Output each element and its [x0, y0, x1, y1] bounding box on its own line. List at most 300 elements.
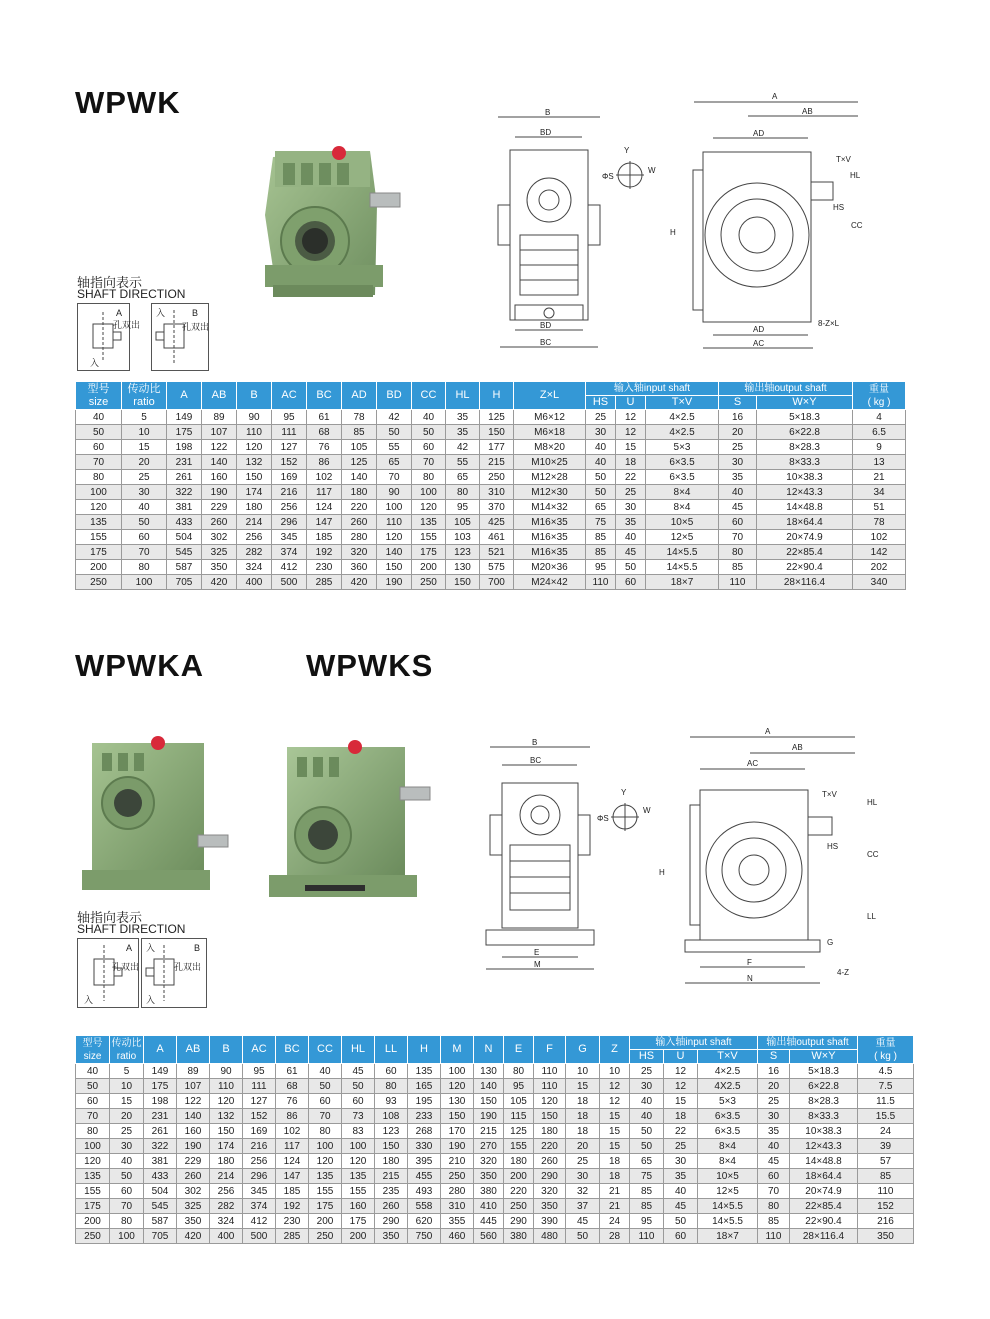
table-header-cell: HS — [630, 1050, 664, 1064]
table-cell: 50 — [586, 470, 616, 485]
table-cell: 268 — [408, 1124, 441, 1139]
table-cell: 705 — [167, 575, 202, 590]
th-output-shaft-2: 输出轴output shaft — [758, 1036, 858, 1050]
svg-text:BC: BC — [540, 338, 552, 347]
table-cell: 325 — [202, 545, 237, 560]
shaft-key-drawing-1 — [600, 145, 660, 195]
table-cell: 90 — [377, 485, 412, 500]
shaft-direction-en-2: SHAFT DIRECTION — [77, 922, 186, 936]
table-cell: 296 — [272, 515, 307, 530]
table-cell: 110 — [210, 1079, 243, 1094]
table-cell: 169 — [243, 1124, 276, 1139]
table-cell: 174 — [210, 1139, 243, 1154]
svg-text:入: 入 — [146, 995, 156, 1005]
table-cell: 65 — [377, 455, 412, 470]
table-cell: 10×38.3 — [790, 1124, 858, 1139]
table-cell: 150 — [237, 470, 272, 485]
table-cell: 11.5 — [858, 1094, 914, 1109]
table-cell: 230 — [276, 1214, 309, 1229]
table-cell: 370 — [480, 500, 514, 515]
table-cell: 8×28.3 — [757, 440, 853, 455]
table-cell: 12 — [664, 1064, 698, 1079]
table-cell: 120 — [237, 440, 272, 455]
table-cell: 350 — [375, 1229, 408, 1244]
table-cell: 75 — [586, 515, 616, 530]
table-cell: 545 — [167, 545, 202, 560]
table-cell: 60 — [616, 575, 646, 590]
table-cell: 360 — [342, 560, 377, 575]
table-cell: 150 — [534, 1109, 566, 1124]
table-cell: 95 — [272, 410, 307, 425]
table-row — [76, 560, 906, 575]
table-cell: 521 — [480, 545, 514, 560]
shaft-direction-en: SHAFT DIRECTION — [77, 287, 186, 301]
table-cell: 110 — [586, 575, 616, 590]
table-cell: 5 — [110, 1064, 144, 1079]
table-cell: 8×4 — [698, 1139, 758, 1154]
table-cell: 202 — [853, 560, 906, 575]
table-cell: 155 — [342, 1184, 375, 1199]
table-cell: 108 — [375, 1109, 408, 1124]
table-cell: 324 — [210, 1214, 243, 1229]
table-cell: 80 — [76, 1124, 110, 1139]
table-cell: 12×43.3 — [757, 485, 853, 500]
table-cell: 55 — [446, 455, 480, 470]
table-cell: 50 — [122, 515, 167, 530]
svg-text:B: B — [192, 308, 199, 318]
table-cell: 8×28.3 — [790, 1094, 858, 1109]
table-cell: 40 — [309, 1064, 342, 1079]
table-cell: 290 — [375, 1214, 408, 1229]
table-cell: 55 — [377, 440, 412, 455]
table-cell: 80 — [375, 1079, 408, 1094]
table-cell: 190 — [441, 1139, 474, 1154]
table-cell: 135 — [408, 1064, 441, 1079]
table-cell: 22×85.4 — [757, 545, 853, 560]
table-cell: 250 — [480, 470, 514, 485]
table-cell: 40 — [719, 485, 757, 500]
svg-text:HL: HL — [867, 798, 878, 807]
table-cell: 412 — [272, 560, 307, 575]
table-row — [76, 1154, 914, 1169]
table-cell: 700 — [480, 575, 514, 590]
table-cell: 70 — [110, 1199, 144, 1214]
table-cell: 124 — [307, 500, 342, 515]
table-header-cell: BC — [307, 382, 342, 410]
table-cell: 216 — [858, 1214, 914, 1229]
table-cell: 150 — [377, 560, 412, 575]
table-cell: 425 — [480, 515, 514, 530]
table-cell: 152 — [858, 1199, 914, 1214]
table-cell: 190 — [202, 485, 237, 500]
table-cell: 110 — [719, 575, 757, 590]
table-cell: 93 — [375, 1094, 408, 1109]
table-cell: 42 — [446, 440, 480, 455]
table-cell: 381 — [167, 500, 202, 515]
table-cell: 60 — [342, 1094, 375, 1109]
table-cell: 6×3.5 — [646, 470, 719, 485]
table-cell: 18 — [566, 1109, 600, 1124]
table-cell: 120 — [441, 1079, 474, 1094]
table-cell: 192 — [307, 545, 342, 560]
table-cell: M24×42 — [514, 575, 586, 590]
table-cell: 8×4 — [646, 485, 719, 500]
svg-text:AB: AB — [802, 107, 813, 116]
svg-text:孔双出: 孔双出 — [182, 322, 208, 332]
table-cell: 30 — [110, 1139, 144, 1154]
table-cell: 185 — [307, 530, 342, 545]
table-cell: 260 — [534, 1154, 566, 1169]
table-cell: 110 — [534, 1064, 566, 1079]
table-cell: 75 — [630, 1169, 664, 1184]
table-cell: 8×4 — [646, 500, 719, 515]
table-cell: M10×25 — [514, 455, 586, 470]
table-cell: 282 — [210, 1199, 243, 1214]
table-cell: 60 — [758, 1169, 790, 1184]
table-cell: 20 — [719, 425, 757, 440]
table-cell: 250 — [76, 575, 122, 590]
table-cell: 149 — [167, 410, 202, 425]
table-cell: 355 — [441, 1214, 474, 1229]
table-cell: 57 — [858, 1154, 914, 1169]
table-cell: 170 — [441, 1124, 474, 1139]
table-cell: 140 — [474, 1079, 504, 1094]
table-cell: 100 — [377, 500, 412, 515]
table-cell: 70 — [719, 530, 757, 545]
table-cell: 5×3 — [698, 1094, 758, 1109]
table-cell: 177 — [480, 440, 514, 455]
table-cell: 60 — [375, 1064, 408, 1079]
svg-text:AB: AB — [792, 743, 803, 752]
table-cell: 705 — [144, 1229, 177, 1244]
table-cell: 216 — [272, 485, 307, 500]
table-cell: 200 — [76, 560, 122, 575]
table-cell: 12 — [616, 410, 646, 425]
table-header-cell: BD — [377, 382, 412, 410]
table-cell: 155 — [76, 530, 122, 545]
table-cell: 20 — [110, 1109, 144, 1124]
table-cell: 22×85.4 — [790, 1199, 858, 1214]
table-cell: 504 — [167, 530, 202, 545]
table-cell: 111 — [243, 1079, 276, 1094]
table-cell: 100 — [441, 1064, 474, 1079]
table-cell: 390 — [534, 1214, 566, 1229]
table-cell: 381 — [144, 1154, 177, 1169]
table-row — [76, 1124, 914, 1139]
table-cell: 15 — [616, 440, 646, 455]
svg-text:N: N — [747, 974, 753, 983]
table-cell: 85 — [758, 1214, 790, 1229]
table-cell: 15 — [600, 1124, 630, 1139]
table-row — [76, 1184, 914, 1199]
table-cell: 110 — [858, 1184, 914, 1199]
table-cell: 30 — [616, 500, 646, 515]
table-cell: 68 — [276, 1079, 309, 1094]
table-cell: 40 — [616, 530, 646, 545]
table-cell: 125 — [342, 455, 377, 470]
table-cell: 80 — [504, 1064, 534, 1079]
table-cell: 20 — [122, 455, 167, 470]
wpwk-photo — [255, 145, 420, 303]
table-cell: 8×4 — [698, 1154, 758, 1169]
table-cell: 80 — [446, 485, 480, 500]
th-size: 型号 size — [76, 382, 122, 410]
table-header-cell: AC — [272, 382, 307, 410]
table-cell: 127 — [272, 440, 307, 455]
table-row — [76, 455, 906, 470]
table-cell: 198 — [167, 440, 202, 455]
table-cell: 380 — [504, 1229, 534, 1244]
table-cell: 15 — [110, 1094, 144, 1109]
table-header-cell: LL — [375, 1036, 408, 1064]
table-cell: 40 — [758, 1139, 790, 1154]
table-cell: 50 — [566, 1229, 600, 1244]
table-cell: 256 — [272, 500, 307, 515]
table-cell: 142 — [853, 545, 906, 560]
table-cell: 60 — [719, 515, 757, 530]
table-cell: 78 — [342, 410, 377, 425]
table-row — [76, 1079, 914, 1094]
table-cell: 132 — [237, 455, 272, 470]
table-cell: 50 — [110, 1169, 144, 1184]
table-cell: 10×5 — [646, 515, 719, 530]
table-cell: 40 — [76, 410, 122, 425]
table-cell: 35 — [719, 470, 757, 485]
svg-text:HS: HS — [827, 842, 839, 851]
table-cell: 620 — [408, 1214, 441, 1229]
table-cell: 140 — [202, 455, 237, 470]
table-cell: 80 — [719, 545, 757, 560]
table-cell: 155 — [504, 1139, 534, 1154]
table-cell: 461 — [480, 530, 514, 545]
table-cell: 22×90.4 — [790, 1214, 858, 1229]
table-cell: M6×12 — [514, 410, 586, 425]
table-cell: 215 — [480, 455, 514, 470]
table-cell: 107 — [202, 425, 237, 440]
svg-text:入: 入 — [146, 943, 156, 953]
wpwk-side-drawing — [490, 105, 615, 355]
table-cell: 30 — [758, 1109, 790, 1124]
table-cell: 220 — [534, 1139, 566, 1154]
table-cell: 175 — [309, 1199, 342, 1214]
table-cell: 80 — [76, 470, 122, 485]
table-cell: 68 — [307, 425, 342, 440]
table-cell: 76 — [276, 1094, 309, 1109]
table-cell: 40 — [586, 440, 616, 455]
table-header-cell: S — [719, 396, 757, 410]
table-cell: 150 — [474, 1094, 504, 1109]
table-cell: 147 — [276, 1169, 309, 1184]
table-cell: 750 — [408, 1229, 441, 1244]
table-cell: 35 — [616, 515, 646, 530]
table-cell: 85 — [630, 1199, 664, 1214]
table-cell: 86 — [276, 1109, 309, 1124]
table-cell: 175 — [144, 1079, 177, 1094]
table-cell: 322 — [144, 1139, 177, 1154]
table-cell: 30 — [586, 425, 616, 440]
table-cell: 345 — [272, 530, 307, 545]
table-cell: 18 — [600, 1154, 630, 1169]
table-header-cell: H — [480, 382, 514, 410]
table-cell: 14×48.8 — [790, 1154, 858, 1169]
table-row — [76, 515, 906, 530]
svg-text:AC: AC — [753, 339, 765, 348]
table-cell: 22×90.4 — [757, 560, 853, 575]
table-cell: 160 — [177, 1124, 210, 1139]
svg-text:B: B — [194, 943, 201, 953]
table-cell: 5×3 — [646, 440, 719, 455]
table-cell: 180 — [534, 1124, 566, 1139]
table-cell: 4.5 — [858, 1064, 914, 1079]
table-cell: 28 — [600, 1229, 630, 1244]
wpwk-spec-table — [75, 381, 906, 590]
table-header-cell: AD — [342, 382, 377, 410]
table-cell: 500 — [243, 1229, 276, 1244]
svg-text:AD: AD — [753, 325, 765, 334]
table-cell: 95 — [446, 500, 480, 515]
table-cell: 28×116.4 — [790, 1229, 858, 1244]
table-row — [76, 410, 906, 425]
table-cell: 100 — [309, 1139, 342, 1154]
svg-text:A: A — [772, 92, 778, 101]
svg-text:入: 入 — [84, 995, 94, 1005]
table-cell: 18×64.4 — [757, 515, 853, 530]
table-cell: 24 — [858, 1124, 914, 1139]
table-cell: 140 — [342, 470, 377, 485]
table-cell: 40 — [664, 1184, 698, 1199]
table-cell: 123 — [375, 1124, 408, 1139]
table-row — [76, 530, 906, 545]
table-cell: 504 — [144, 1184, 177, 1199]
table-cell: 200 — [504, 1169, 534, 1184]
table-row — [76, 500, 906, 515]
table-cell: 25 — [758, 1094, 790, 1109]
table-row — [76, 1094, 914, 1109]
table-cell: 325 — [177, 1199, 210, 1214]
table-cell: 15 — [600, 1109, 630, 1124]
table-cell: 310 — [480, 485, 514, 500]
table-cell: 14×5.5 — [698, 1214, 758, 1229]
table-cell: 6×22.8 — [757, 425, 853, 440]
table-cell: 380 — [474, 1184, 504, 1199]
table-cell: 78 — [853, 515, 906, 530]
table-cell: 100 — [110, 1229, 144, 1244]
wpwka-table-body — [76, 1064, 914, 1244]
table-cell: 70 — [122, 545, 167, 560]
th-input-shaft-2: 输入轴input shaft — [630, 1036, 758, 1050]
table-cell: 8×33.3 — [757, 455, 853, 470]
table-cell: 575 — [480, 560, 514, 575]
table-cell: 95 — [586, 560, 616, 575]
table-cell: 18 — [616, 455, 646, 470]
svg-text:W: W — [648, 166, 656, 175]
table-row — [76, 1064, 914, 1079]
table-cell: 150 — [375, 1139, 408, 1154]
table-cell: 8×33.3 — [790, 1109, 858, 1124]
table-cell: 95 — [504, 1079, 534, 1094]
table-cell: 320 — [534, 1184, 566, 1199]
table-cell: 65 — [586, 500, 616, 515]
table-cell: 10 — [122, 425, 167, 440]
svg-text:B: B — [532, 738, 538, 747]
shaft-direction-cn-2: 轴指向表示 — [77, 911, 143, 926]
th-ratio: 传动比 ratio — [122, 382, 167, 410]
shaft-direction-cn: 轴指向表示 — [77, 276, 143, 291]
svg-text:CC: CC — [851, 221, 863, 230]
table-cell: 175 — [167, 425, 202, 440]
table-cell: 60 — [76, 1094, 110, 1109]
table-cell: 155 — [309, 1184, 342, 1199]
table-cell: 5 — [122, 410, 167, 425]
table-cell: 80 — [110, 1214, 144, 1229]
th-ratio-2: 传动比 ratio — [111, 1037, 142, 1062]
table-cell: 51 — [853, 500, 906, 515]
table-cell: 6×3.5 — [698, 1109, 758, 1124]
table-header-cell: W×Y — [790, 1050, 858, 1064]
table-cell: 10 — [600, 1064, 630, 1079]
table-cell: M16×35 — [514, 515, 586, 530]
table-cell: 350 — [474, 1169, 504, 1184]
table-cell: M16×35 — [514, 545, 586, 560]
table-cell: M14×32 — [514, 500, 586, 515]
table-cell: 18×64.4 — [790, 1169, 858, 1184]
section2-title-a: WPWKA — [75, 648, 204, 683]
table-cell: 152 — [243, 1109, 276, 1124]
table-cell: 120 — [377, 530, 412, 545]
table-header-cell: S — [758, 1050, 790, 1064]
table-cell: 85 — [342, 425, 377, 440]
table-cell: 34 — [853, 485, 906, 500]
svg-text:ΦS: ΦS — [602, 172, 614, 181]
table-cell: 110 — [534, 1079, 566, 1094]
table-cell: 110 — [758, 1229, 790, 1244]
svg-text:BD: BD — [540, 321, 552, 330]
th-output-shaft: 输出轴output shaft — [719, 382, 853, 396]
table-cell: 14×5.5 — [646, 560, 719, 575]
table-cell: 22 — [616, 470, 646, 485]
svg-text:ΦS: ΦS — [597, 814, 609, 823]
table-header-cell: E — [504, 1036, 534, 1064]
table-cell: 215 — [375, 1169, 408, 1184]
table-cell: 250 — [76, 1229, 110, 1244]
table-cell: 256 — [237, 530, 272, 545]
section2-title-s: WPWKS — [306, 648, 434, 683]
table-cell: 50 — [309, 1079, 342, 1094]
svg-text:CC: CC — [867, 850, 879, 859]
table-cell: 6×3.5 — [646, 455, 719, 470]
table-row — [76, 1199, 914, 1214]
table-cell: 100 — [122, 575, 167, 590]
table-header-cell: U — [664, 1050, 698, 1064]
table-cell: 460 — [441, 1229, 474, 1244]
table-cell: 215 — [474, 1124, 504, 1139]
table-cell: 160 — [342, 1199, 375, 1214]
table-cell: 70 — [377, 470, 412, 485]
table-header-cell: M — [441, 1036, 474, 1064]
svg-text:HS: HS — [833, 203, 845, 212]
table-cell: 20 — [566, 1139, 600, 1154]
table-cell: 85 — [719, 560, 757, 575]
table-cell: 89 — [202, 410, 237, 425]
table-header-cell: Z×L — [514, 382, 586, 410]
table-cell: 70 — [412, 455, 446, 470]
table-cell: 140 — [377, 545, 412, 560]
table-cell: 40 — [630, 1094, 664, 1109]
table-cell: 50 — [586, 485, 616, 500]
svg-text:入: 入 — [90, 358, 100, 368]
table-cell: 147 — [307, 515, 342, 530]
table-cell: 282 — [237, 545, 272, 560]
